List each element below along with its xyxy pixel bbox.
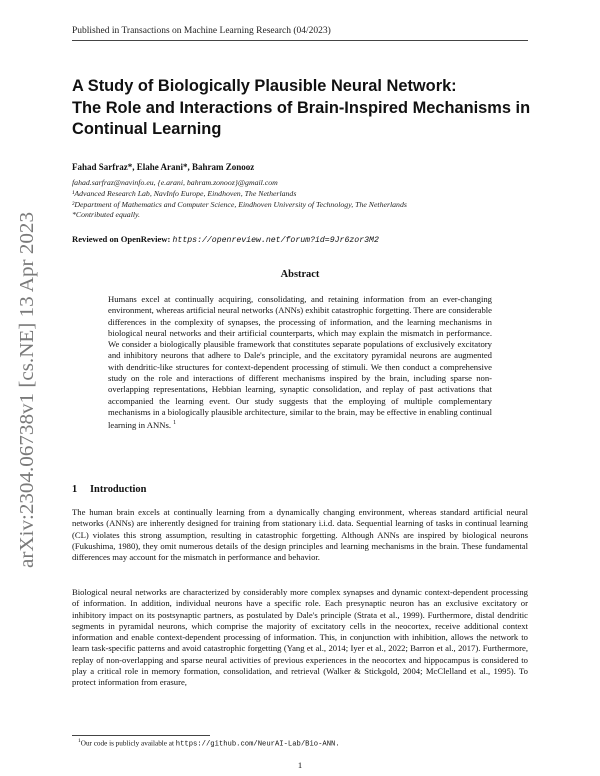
header-rule: [72, 40, 528, 41]
footnote-rule: [72, 735, 210, 736]
arxiv-stamp: [4, 210, 48, 570]
section-title: Introduction: [90, 484, 147, 495]
abstract-text: Humans excel at continually acquiring, consolidating, and retaining information from an ever-changing environment, whereas artificial neural networks (ANNs) exhibit catastrophic forgetting. There are considerable differences in the complexity of synapses, the processing of information, and the learning mechanisms in biological neural networks and their artificial counterparts, which may explain the mismatch in performance. We consider a biologically plausible framework that constitutes separate populations of exclusively excitatory and inhibitory neurons that adhere to Dale's principle, and the excitatory pyramidal neurons are augmented with dendritic-like structures for context-dependent processing of stimuli. We then conduct a comprehensive study on the role and interactions of different mechanisms inspired by the brain, including sparse non-overlapping representations, Hebbian learning, synaptic consolidation, and replay of past activations that accompanied the learning event. Our study suggests that the employing of multiple complementary mechanisms in a biologically plausible architecture, similar to the brain, may be effective in enabling continual learning in ANNs.: [108, 294, 492, 431]
abstract-heading: Abstract: [280, 269, 320, 280]
contribution-note: *Contributed equally.: [72, 210, 141, 219]
section-heading-introduction: [72, 484, 146, 495]
title-line: The Role and Interactions of Brain-Inspired Mechanisms in: [72, 98, 531, 117]
arxiv-stamp-text: arXiv:2304.06738v1 [cs.NE] 13 Apr 2023: [17, 238, 38, 568]
footnote-text: Our code is publicly available at: [80, 739, 176, 748]
title-line: Continual Learning: [72, 120, 222, 138]
footnote-url-link[interactable]: https://github.com/NeurAI-Lab/Bio-ANN.: [175, 740, 340, 749]
affiliation-1: ¹Advanced Research Lab, NavInfo Europe, Eindhoven, The Netherlands: [72, 189, 297, 198]
intro-paragraph-1: The human brain excels at continually learning from a dynamically changing environment, whereas standard artificial neural networks (ANNs) are inherently designed for training from stationary i.i.d. data. Sequential learning of tasks in continual learning (CL) violates this strong assumption, resulting in catastrophic forgetting. Although ANNs are inspired by biological neurons (Fukushima, 1980), they omit numerous details of the design principles and learning mechanisms in the brain. These fundamental differences may account for the mismatch in performance and behavior.: [72, 507, 528, 563]
footnote-mark: 1: [78, 738, 81, 744]
intro-paragraph-2: Biological neural networks are characterized by considerably more complex synapses and dynamic context-dependent processing of information. In addition, individual neurons have a specific role. Each presynaptic neuron has an exclusive excitatory or inhibitory impact on its postsynaptic partners, as postulated by Dale's principle (Strata et al., 1999). Furthermore, distal dendritic segments in pyramidal neurons, which comprise the majority of excitatory cells in the neocortex, receive additional context information and enable context-dependent processing of information. This, in conjunction with inhibition, allows the network to learn task-specific patterns and avoid catastrophic forgetting (Yang et al., 2014; Iyer et al., 2022; Barron et al., 2017). Furthermore, replay of non-overlapping and sparse neural activities of previous experiences in the neocortex and hippocampus is considered to play a critical role in memory formation, consolidation, and retrieval (Walker & Stickgold, 2004; McClelland et al., 1995). To protect information from erasure,: [72, 587, 528, 688]
running-head: Published in Transactions on Machine Learning Research (04/2023): [72, 26, 331, 36]
abstract-body: [108, 294, 492, 431]
footnote: [78, 738, 340, 748]
author-list: Fahad Sarfraz*, Elahe Arani*, Bahram Zonooz: [72, 162, 255, 172]
author-emails: fahad.sarfraz@navinfo.eu, {e.arani, bahram.zonooz}@gmail.com: [72, 178, 278, 187]
page-number: 1: [297, 760, 303, 770]
review-label: Reviewed on OpenReview:: [72, 234, 171, 244]
review-line: [72, 234, 379, 245]
abstract-footnote-mark[interactable]: 1: [173, 420, 177, 427]
affiliation-2: ²Department of Mathematics and Computer Science, Eindhoven University of Technology, The Netherlands: [72, 200, 407, 209]
paper-title: [72, 76, 534, 141]
section-number: 1: [72, 484, 78, 495]
review-url-link[interactable]: https://openreview.net/forum?id=9Jr6zor3M2: [172, 236, 379, 245]
title-line: A Study of Biologically Plausible Neural Network:: [72, 77, 457, 95]
